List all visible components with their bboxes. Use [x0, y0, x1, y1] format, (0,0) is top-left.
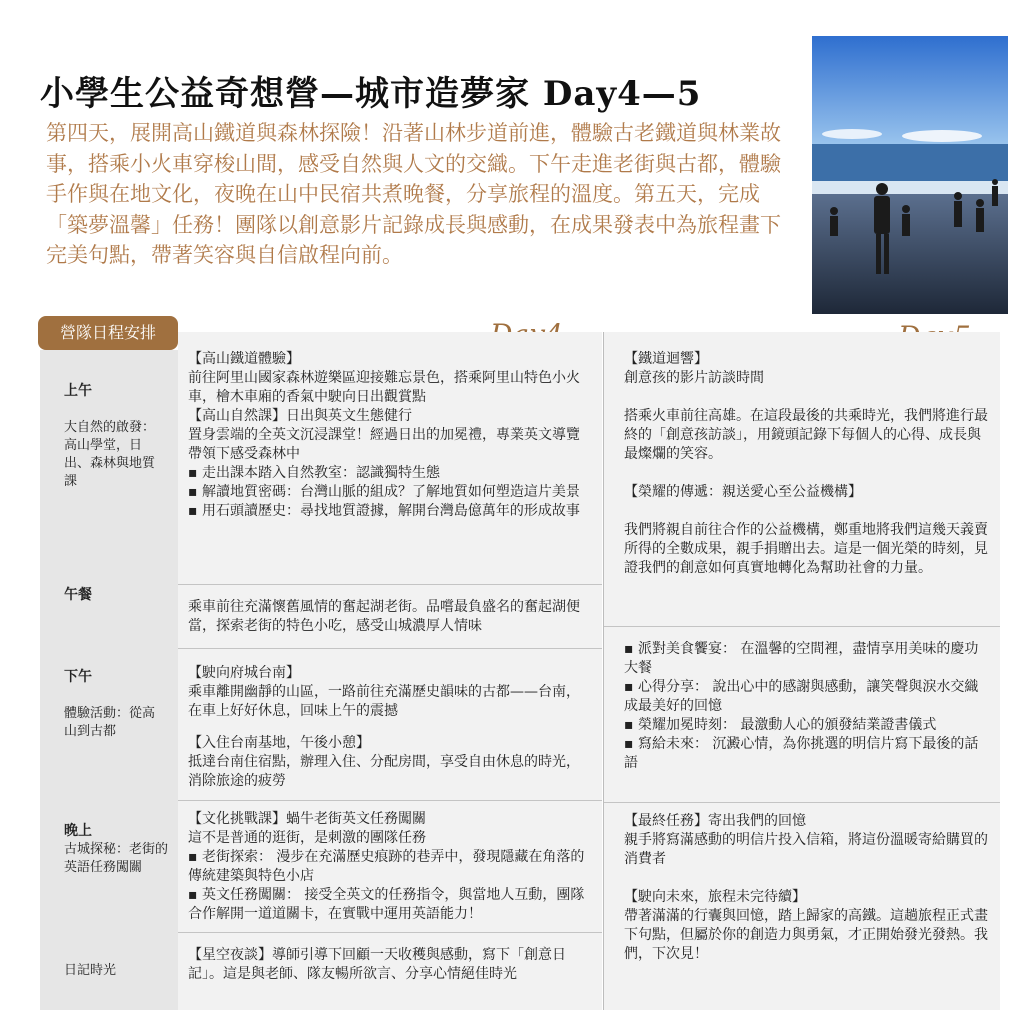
divider — [178, 800, 602, 801]
day4-evening: 【文化挑戰課】蝸牛老街英文任務闖關 這不是普通的逛街，是刺激的團隊任務 ▪ 老街探索： 漫步在充滿歷史痕跡的巷弄中，發現隱藏在角落的傳統建築與特色小店 ▪ 英文任務闖關： 接受全英文的任務指令，與當地人互動，團隊合作解開一道道關卡，在實戰中運用英語能力！ — [188, 811, 585, 922]
divider — [178, 932, 602, 933]
beach-photo — [812, 36, 1008, 314]
divider — [178, 584, 602, 585]
day4-diary: 【星空夜談】導師引導下回顧一天收穫與感動，寫下「創意日記」。這是與老師、隊友暢所欲言、分享心情絕佳時光 — [188, 947, 566, 982]
evening-label: 晚上 古城探秘：老街的英語任務闖關 — [64, 823, 169, 875]
day4-afternoon-checkin: 【入住台南基地，午後小憩】 抵達台南住宿點，辦理入住、分配房間，享受自由休息的時光，消除旅途的疲勞 — [188, 735, 580, 789]
diary-label: 日記時光 — [64, 963, 117, 978]
column-divider — [603, 332, 604, 1010]
day4-afternoon-travel: 【駛向府城台南】 乘車離開幽靜的山區，一路前往充滿歷史韻味的古都——台南，在車上好好休息，回味上午的震撼 — [188, 665, 580, 719]
lunch-label: 午餐 — [64, 587, 92, 603]
afternoon-label: 下午 體驗活動：從高山到古都 — [64, 669, 156, 739]
day5-morning: 【鐵道迴響】 創意孩的影片訪談時間 搭乘火車前往高雄。在這段最後的共乘時光，我們將進行最終的「創意孩訪談」，用鏡頭記錄下每個人的心得、成長與最燦爛的笑容。 【榮耀的傳遞：親送愛心至公益機構】 我們將親自前往合作的公益機構，鄭重地將我們這幾天義賣所得的全數成果，親手捐贈出去。這是一個光榮的時刻，見證我們的創意如何真實地轉化為幫助社會的力量。 — [624, 351, 988, 576]
day4-lunch: 乘車前往充滿懷舊風情的奮起湖老街。品嚐最負盛名的奮起湖便當，探索老街的特色小吃，感受山城濃厚人情味 — [188, 599, 580, 634]
intro-paragraph: 第四天，展開高山鐵道與森林探險！沿著山林步道前進，體驗古老鐵道與林業故事，搭乘小火車穿梭山間，感受自然與人文的交織。下午走進老街與古都，體驗手作與在地文化，夜晚在山中民宿共煮晚餐，分享旅程的溫度。第五天，完成「築夢溫馨」任務！團隊以創意影片記錄成長與感動，在成果發表中為旅程畫下完美句點，帶著笑容與自信啟程向前。 — [46, 121, 781, 267]
divider — [604, 626, 1000, 627]
day5-celebration: ▪ 派對美食饗宴： 在溫馨的空間裡，盡情享用美味的慶功大餐 ▪ 心得分享： 說出心中的感謝與感動，讓笑聲與淚水交織成最美好的回憶 ▪ 榮耀加冕時刻： 最激動人心的頒發結業證書儀式 ▪ 寫給未來： 沉澱心情，為你挑選的明信片寫下最後的話語 — [624, 641, 979, 771]
day5-farewell: 【最終任務】寄出我們的回憶 親手將寫滿感動的明信片投入信箱，將這份溫暖寄給購買的消費者 【駛向未來，旅程未完待續】 帶著滿滿的行囊與回憶，踏上歸家的高鐵。這趟旅程正式畫下句點，但屬於你的創造力與勇氣，才正開始發光發熱。我們，下次見！ — [624, 813, 988, 962]
day4-morning: 【高山鐵道體驗】 前往阿里山國家森林遊樂區迎接難忘景色，搭乘阿里山特色小火車，檜木車廂的香氣中駛向日出觀賞點 【高山自然課】日出與英文生態健行 置身雲端的全英文沉浸課堂！經過日出的加冕禮，專業英文導覽帶領下感受森林中 ▪ 走出課本踏入自然教室：認識獨特生態 ▪ 解讀地質密碼：台灣山脈的組成？了解地質如何塑造這片美景 ▪ 用石頭讀歷史：尋找地質證據，解開台灣島億萬年的形成故事 — [188, 351, 580, 519]
morning-label: 上午 大自然的啟發：高山學堂，日出、森林與地質課 — [64, 383, 156, 489]
schedule-badge: 營隊日程安排 — [38, 316, 178, 350]
divider — [604, 802, 1000, 803]
page-title: 小學生公益奇想營—城市造夢家 Day4—5 — [40, 74, 702, 114]
divider — [178, 648, 602, 649]
